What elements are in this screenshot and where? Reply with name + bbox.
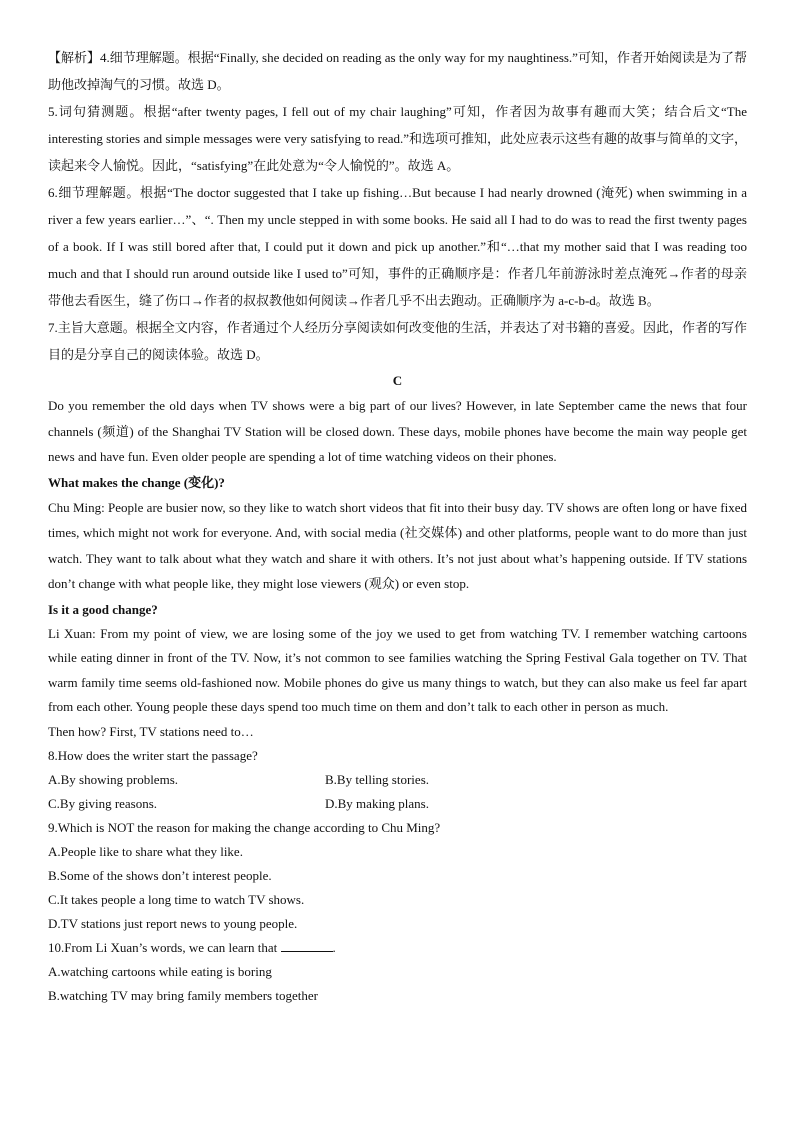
heading-what-makes-change: What makes the change (变化)? [48, 474, 225, 490]
analysis-q4: 【解析】4.细节理解题。根据“Finally, she decided on reading as the only way for my naughtiness.”可知，作者开始阅读是为了帮助他改掉淘气的习惯。故选 D。 [48, 50, 747, 92]
q9-option-a: A.People like to share what they like. [48, 843, 243, 859]
q8-option-a: A.By showing problems. [48, 771, 178, 787]
q9-option-c: C.It takes people a long time to watch TV shows. [48, 891, 305, 907]
question-10-stem: 10.From Li Xuan’s words, we can learn that [48, 939, 278, 955]
q8-option-c: C.By giving reasons. [48, 795, 158, 811]
q9-option-b: B.Some of the shows don’t interest people. [48, 867, 272, 883]
question-8-options-row2 [48, 792, 747, 816]
document-page [48, 44, 747, 1008]
analysis-q7: 7.主旨大意题。根据全文内容，作者通过个人经历分享阅读如何改变他的生活，并表达了对书籍的喜爱。因此，作者的写作目的是分享自己的阅读体验。故选 D。 [48, 320, 747, 362]
passage-closing: Then how? First, TV stations need to… [48, 723, 254, 739]
question-8-stem: 8.How does the writer start the passage? [48, 747, 258, 763]
question-10-stem-line: 10.From Li Xuan’s words, we can learn that . [48, 939, 336, 955]
q10-option-a: A.watching cartoons while eating is boring [48, 963, 272, 979]
q8-option-d: D.By making plans. [325, 795, 429, 811]
q8-option-b: B.By telling stories. [325, 771, 429, 787]
heading-good-change: Is it a good change? [48, 601, 158, 617]
chu-ming-paragraph: Chu Ming: People are busier now, so they like to watch short videos that fit into their busy day. TV shows are often long or have fixed times, which might not work for everyone. And, with social media (社交媒体) and other platforms, people want to do more than just watch. They want to talk about what they watch and share it with others. It’s not just about what’s happening outside. If TV stations don’t change with what people like, they might lose viewers (观众) or even stop. [48, 499, 747, 591]
li-xuan-paragraph: Li Xuan: From my point of view, we are losing some of the joy we used to get from watching TV. I remember watching cartoons while eating dinner in front of the TV. Now, it’s not common to see families watching the Spring Festival Gala together on TV. That warm family time seems old-fashioned now. Mobile phones do give us many things to watch, but they can also make us feel far apart from each other. Young people these days spend too much time on them and don’t talk to each other in person as much. [48, 625, 747, 714]
passage-intro: Do you remember the old days when TV shows were a big part of our lives? However, in late September came the news that four channels (频道) of the Shanghai TV Station will be closed down. These days, mobile phones have become the main way people get news and have fun. Even older people are spending a lot of time watching videos on their phones. [48, 398, 747, 464]
analysis-q5: 5.词句猜测题。根据“after twenty pages, I fell out of my chair laughing”可知，作者因为故事有趣而大笑；结合后文“The interesting stories and simple messages were very satisfying to read.”和选项可推知，此处应表示这些有趣的故事与简单的文字，读起来令人愉悦。因此，“satisfying”在此处意为“令人愉悦的”。故选 A。 [48, 104, 748, 173]
section-label: C [392, 373, 403, 388]
answer-blank [281, 938, 333, 952]
question-8-options-row1 [48, 768, 747, 792]
question-9-stem: 9.Which is NOT the reason for making the change according to Chu Ming? [48, 819, 441, 835]
q10-option-b: B.watching TV may bring family members together [48, 987, 318, 1003]
q9-option-d: D.TV stations just report news to young people. [48, 915, 298, 931]
analysis-q6: 6.细节理解题。根据“The doctor suggested that I take up fishing…But because I had nearly drowned (淹死) when swimming in a river a few years earlier…”、“. Then my uncle stepped in with some books. He said all I had to do was to read the first twenty pages of a book. If I was still bored after that, I could put it down and pick up another.”和“…that my mother said that I was reading too much and that I should run around outside like I used to”可知，事件的正确顺序是：作者几年前游泳时差点淹死→作者的母亲带他去看医生，缝了伤口→作者的叔叔教他如何阅读→作者几乎不出去跑动。正确顺序为 a-c-b-d。故选 B。 [48, 185, 747, 308]
